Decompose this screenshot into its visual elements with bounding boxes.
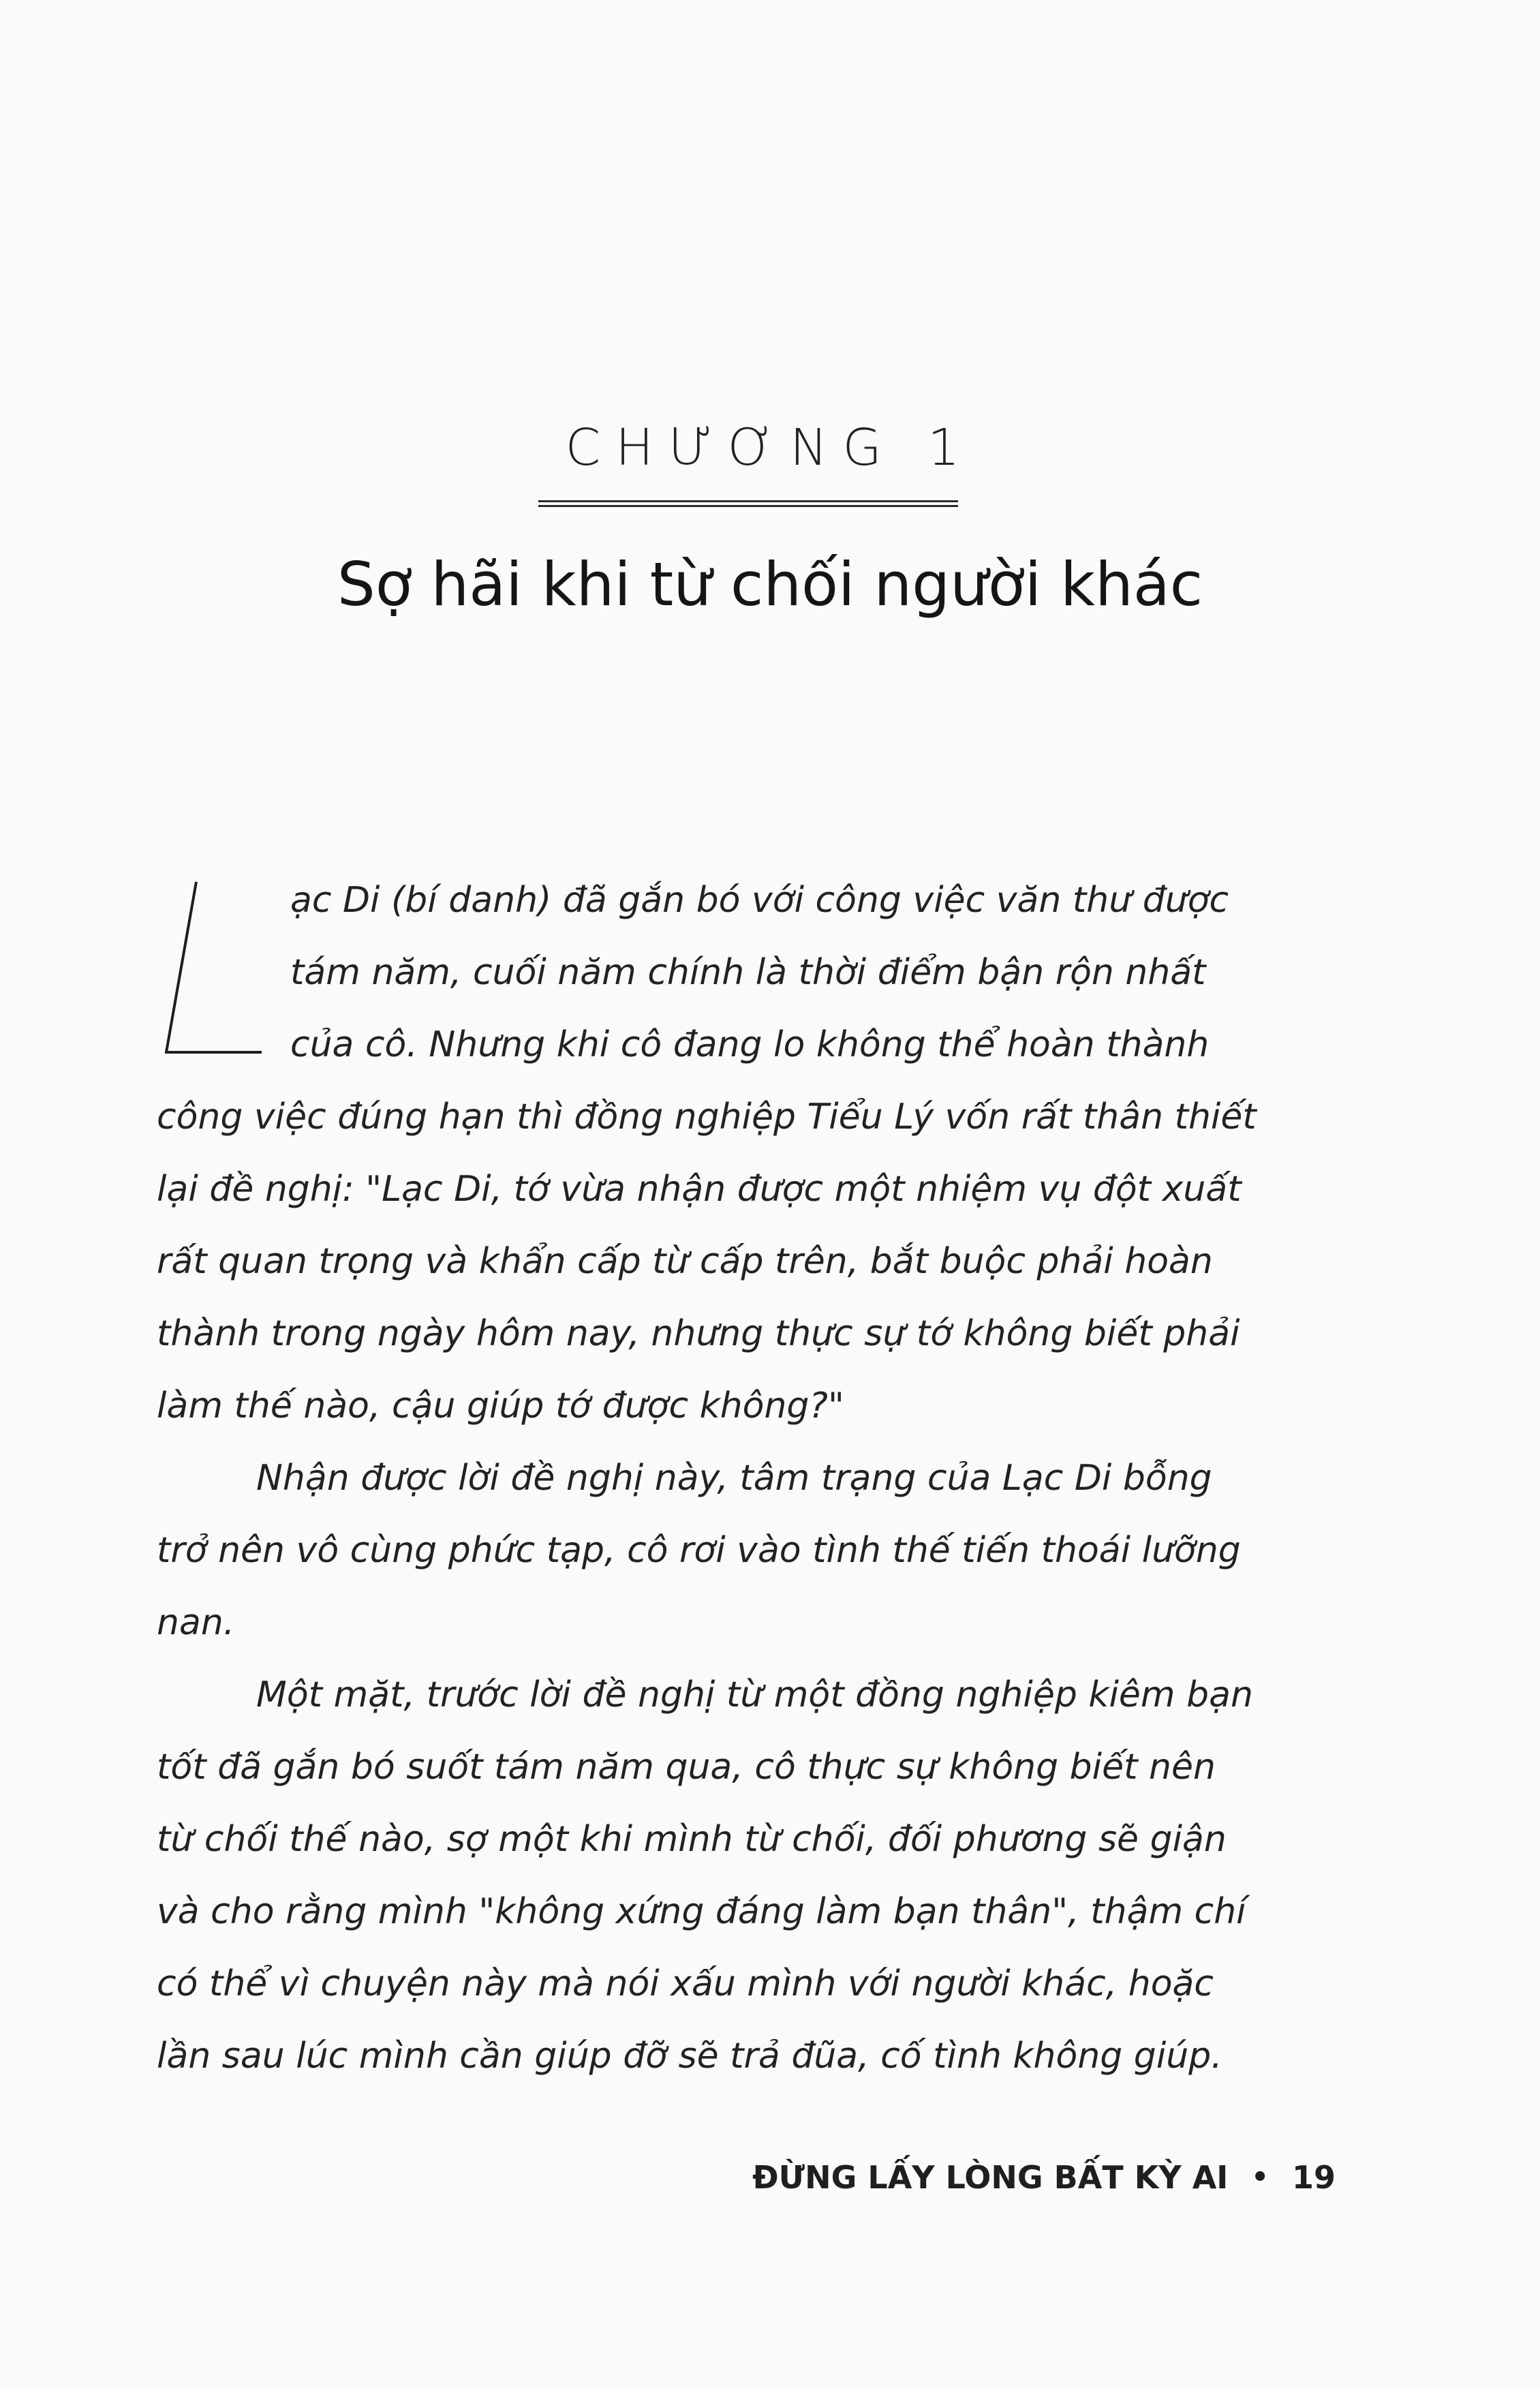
body-line: có thể vì chuyện này mà nói xấu mình với người khác, hoặc [157,1963,1214,2004]
body-line: Một mặt, trước lời đề nghị từ một đồng nghiệp kiêm bạn [256,1674,1253,1715]
running-book-title: ĐỪNG LẤY LÒNG BẤT KỲ AI [752,2159,1229,2196]
body-line: Nhận được lời đề nghị này, tâm trạng của Lạc Di bỗng [256,1458,1212,1499]
body-line: tám năm, cuối năm chính là thời điểm bận rộn nhất [290,952,1206,993]
chapter-title: Sợ hãi khi từ chối người khác [337,549,1203,619]
body-line: rất quan trọng và khẩn cấp từ cấp trên, bắt buộc phải hoàn [157,1241,1213,1282]
body-line: công việc đúng hạn thì đồng nghiệp Tiểu Lý vốn rất thân thiết [157,1097,1257,1137]
body-line: làm thế nào, cậu giúp tớ được không?" [157,1386,844,1426]
body-line: của cô. Nhưng khi cô đang lo không thể hoàn thành [290,1024,1210,1065]
body-line: tốt đã gắn bó suốt tám năm qua, cô thực sự không biết nên [157,1747,1216,1788]
body-line: và cho rằng mình "không xứng đáng làm bạn thân", thậm chí [157,1891,1246,1932]
chapter-label: CHƯƠNG 1 [565,418,975,477]
body-line: từ chối thế nào, sợ một khi mình từ chối, đối phương sẽ giận [157,1819,1227,1860]
body-line: trở nên vô cùng phức tạp, cô rơi vào tình thế tiến thoái lưỡng [157,1530,1241,1571]
body-line: lần sau lúc mình cần giúp đỡ sẽ trả đũa, cố tình không giúp. [157,2036,1222,2077]
footer-separator: • [1251,2162,1269,2193]
page-number: 19 [1291,2159,1336,2196]
body-text [157,864,1336,2092]
body-line: thành trong ngày hôm nay, nhưng thực sự tớ không biết phải [157,1313,1240,1354]
body-line: ạc Di (bí danh) đã gắn bó với công việc văn thư được [290,880,1229,921]
body-line: lại đề nghị: "Lạc Di, tớ vừa nhận được một nhiệm vụ đột xuất [157,1169,1242,1210]
body-line: nan. [157,1602,235,1643]
chapter-double-rule [538,500,958,507]
page-footer [752,2159,1336,2196]
